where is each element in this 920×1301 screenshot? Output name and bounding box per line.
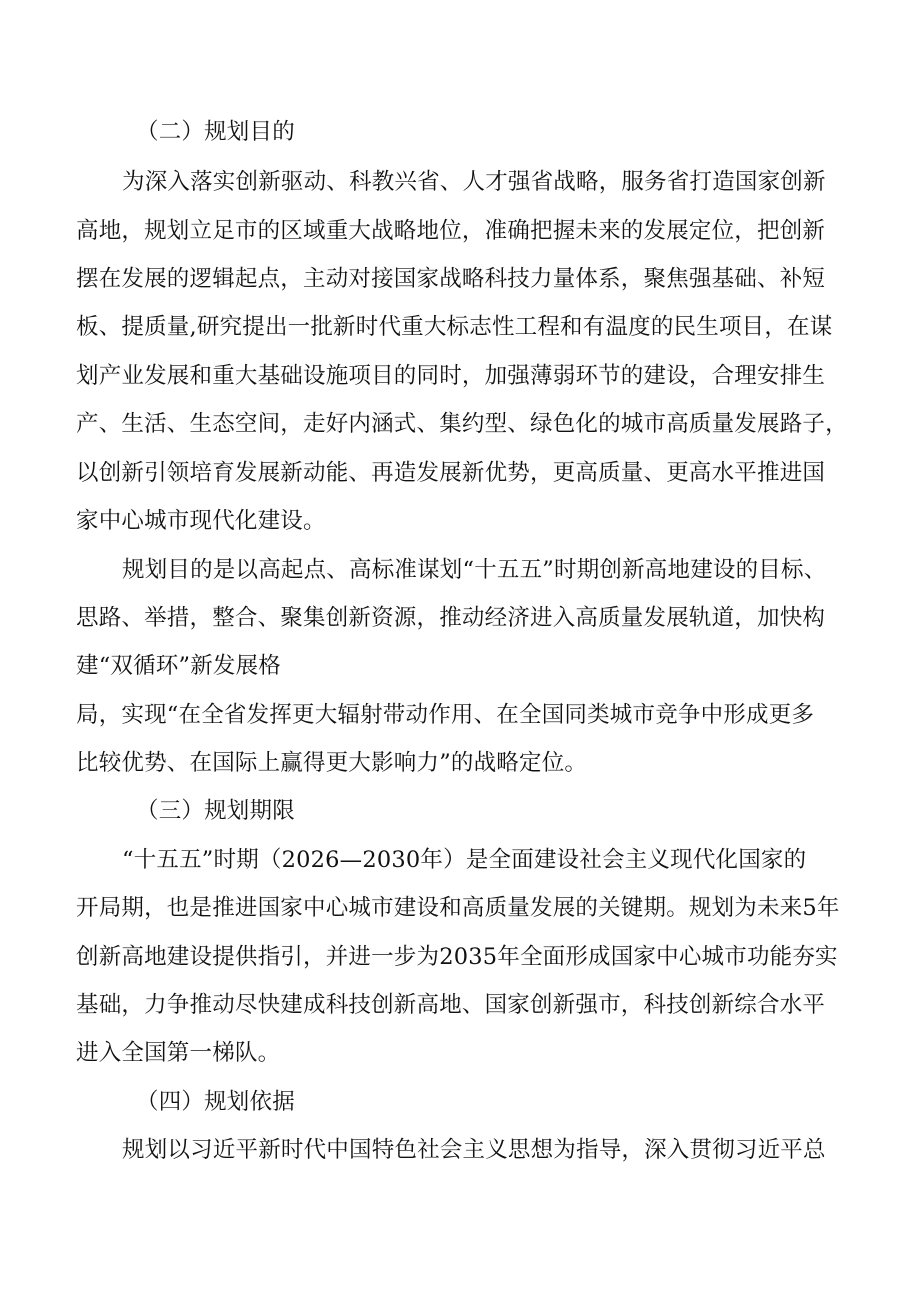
paragraph-line: 以创新引领培育发展新动能、再造发展新优势，更高质量、更高水平推进国 xyxy=(76,460,826,486)
paragraph-line: 开局期，也是推进国家中心城市建设和高质量发展的关键期。规划为未来5年 xyxy=(76,895,840,921)
paragraph-line: 局，实现“在全省发挥更大辐射带动作用、在全国同类城市竞争中形成更多 xyxy=(76,702,815,728)
paragraph-line: 板、提质量,研究提出一批新时代重大标志性工程和有温度的民生项目，在谋 xyxy=(76,314,833,340)
section-heading-basis: （四）规划依据 xyxy=(136,1089,295,1115)
paragraph-line: 思路、举措，整合、聚集创新资源，推动经济进入高质量发展轨道，加快构 xyxy=(76,605,826,631)
paragraph-line: 基础，力争推动尽快建成科技创新高地、国家创新强市，科技创新综合水平 xyxy=(76,992,826,1018)
paragraph-line: 摆在发展的逻辑起点，主动对接国家战略科技力量体系，聚焦强基础、补短 xyxy=(76,266,826,292)
paragraph-line: 建“双循环”新发展格 xyxy=(76,653,282,679)
section-heading-period: （三）规划期限 xyxy=(136,798,295,824)
paragraph-line: 进入全国第一梯队。 xyxy=(76,1040,281,1066)
paragraph-line: 家中心城市现代化建设。 xyxy=(76,508,326,534)
paragraph-line: 划产业发展和重大基础设施项目的同时，加强薄弱环节的建设，合理安排生 xyxy=(76,363,826,389)
paragraph-line: 比较优势、在国际上赢得更大影响力”的战略定位。 xyxy=(76,750,588,776)
paragraph-line: “十五五”时期（2026—2030年）是全面建设社会主义现代化国家的 xyxy=(122,847,807,873)
paragraph-line: 规划以习近平新时代中国特色社会主义思想为指导，深入贯彻习近平总 xyxy=(122,1137,826,1163)
section-heading-purpose: （二）规划目的 xyxy=(136,119,295,145)
paragraph-line: 产、生活、生态空间，走好内涵式、集约型、绿色化的城市高质量发展路子， xyxy=(76,411,848,437)
paragraph-line: 高地，规划立足市的区域重大战略地位，准确把握未来的发展定位，把创新 xyxy=(76,218,826,244)
paragraph-line: 为深入落实创新驱动、科教兴省、人才强省战略，服务省打造国家创新 xyxy=(122,169,826,195)
paragraph-line: 规划目的是以高起点、高标准谋划“十五五”时期创新高地建设的目标、 xyxy=(122,557,827,583)
paragraph-line: 创新高地建设提供指引，并进一步为2035年全面形成国家中心城市功能夯实 xyxy=(76,944,838,970)
